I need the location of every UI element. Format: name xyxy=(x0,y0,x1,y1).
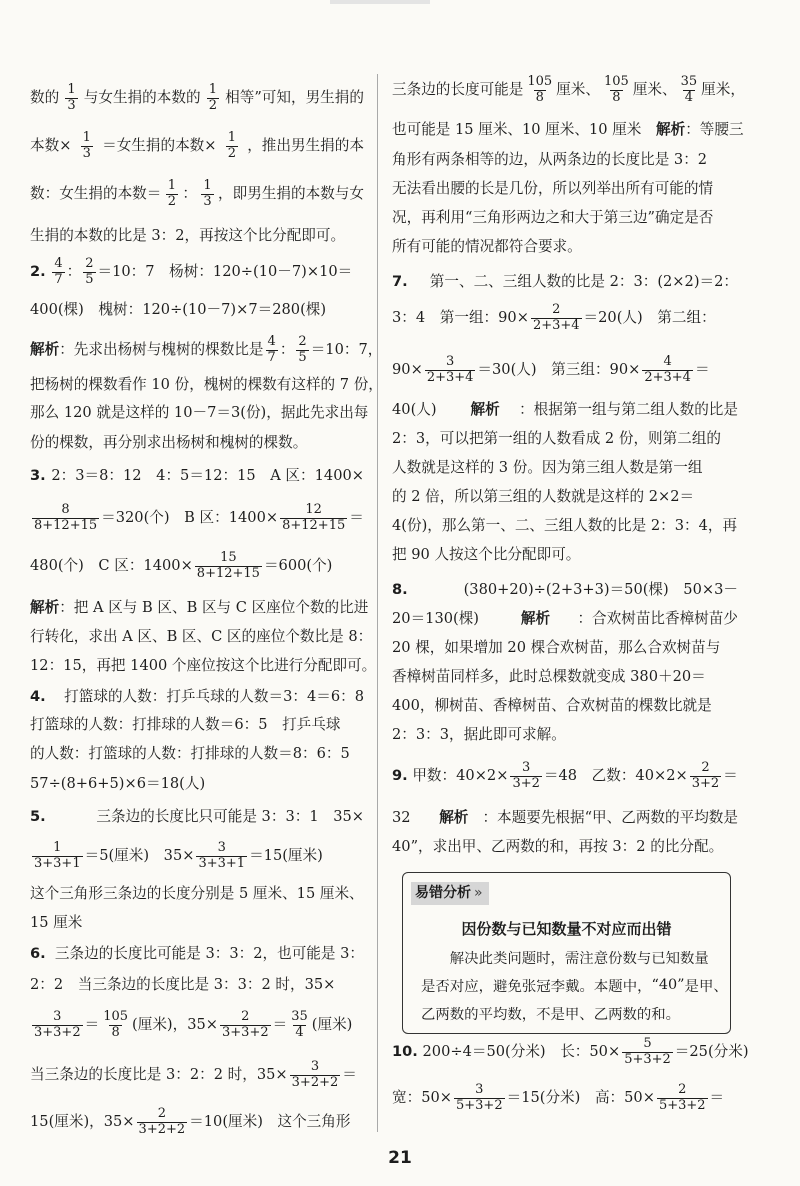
text-segment: ：把 A 区与 B 区、B 区与 C 区座位个数的比进 xyxy=(59,598,369,616)
char: 4 xyxy=(658,977,669,993)
text-segment: 所有可能的情况都符合要求。 xyxy=(392,237,582,255)
error-analysis-text: 乙两数的平均数，不是甲、乙两数的和。 xyxy=(421,1006,681,1023)
text-line xyxy=(392,723,738,747)
fraction-numerator: 105 xyxy=(603,74,629,90)
text-line xyxy=(30,625,373,649)
text-segment: 把杨树的棵数看作 10 份，槐树的棵数有这样的 7 份， xyxy=(30,375,383,393)
text-segment: 行转化，求出 A 区、B 区、C 区的座位个数比是 8： xyxy=(30,627,373,645)
text-segment: 400，柳树苗、香樟树苗、合欢树苗的棵数比就是 xyxy=(392,696,712,714)
fraction-denominator: 3+2+2 xyxy=(138,1121,186,1137)
text-segment: 这个三角形三条边的长度分别是 5 厘米、15 厘米、 xyxy=(30,884,364,902)
fraction-denominator: 7 xyxy=(54,271,63,287)
fraction-numerator: 35 xyxy=(291,1009,308,1025)
text-line xyxy=(30,805,364,829)
text-line xyxy=(30,82,364,113)
fraction-denominator: 3 xyxy=(82,145,91,161)
fraction xyxy=(196,841,247,871)
text-segment: ：先求出杨树与槐树的棵数比是 xyxy=(59,340,264,358)
fraction xyxy=(137,1107,188,1137)
text-segment: 香樟树苗同样多，此时总棵数就变成 380＋20＝ xyxy=(392,667,706,685)
text-line xyxy=(392,177,738,201)
analysis-label: 解析 xyxy=(30,340,60,358)
text-line xyxy=(392,235,738,259)
text-segment: ：根据第一组与第二组人数的比是 xyxy=(519,400,738,418)
fraction-numerator: 1 xyxy=(167,178,177,194)
error-analysis-line xyxy=(421,943,712,971)
fraction xyxy=(81,131,93,161)
fraction-denominator: 2+3+4 xyxy=(426,369,474,385)
error-analysis-tab xyxy=(411,882,489,905)
text-line xyxy=(30,401,369,425)
char: 0 xyxy=(668,977,678,993)
char: 避 xyxy=(493,978,508,995)
text-line xyxy=(30,713,364,737)
text-segment: ＝ xyxy=(342,1065,357,1083)
fraction xyxy=(296,335,308,365)
page-number: 21 xyxy=(388,1148,412,1168)
fraction-denominator: 5 xyxy=(85,271,94,287)
fraction-numerator: 1 xyxy=(227,130,236,146)
fraction-denominator: 2 xyxy=(167,193,177,209)
text-line xyxy=(30,130,364,161)
char: 本 xyxy=(593,978,609,995)
text-segment: 当三条边的长度比是 3：2：2 时，35× xyxy=(30,1065,288,1083)
text-line xyxy=(30,373,383,397)
error-analysis-line xyxy=(421,971,728,999)
fraction-denominator: 3 xyxy=(203,193,212,209)
problem-number: 6. xyxy=(30,944,46,962)
fraction-denominator: 5+3+2 xyxy=(624,1051,671,1067)
char: ， xyxy=(637,978,652,995)
char: 张 xyxy=(521,978,537,995)
fraction-denominator: 8+12+15 xyxy=(34,517,98,533)
text-line xyxy=(392,607,738,631)
text-segment: 40”，求出甲、乙两数的和，再按 3：2 的比分配。 xyxy=(392,837,724,855)
fraction xyxy=(289,1010,310,1040)
text-line xyxy=(30,1009,364,1040)
char: ， xyxy=(478,978,494,995)
error-analysis-line xyxy=(421,999,712,1027)
problem-number: 8. xyxy=(392,580,408,598)
text-segment: ： xyxy=(66,262,82,280)
char: 应 xyxy=(464,978,479,995)
text-segment: ＝10：7， xyxy=(310,340,383,358)
text-segment: ＝320(个) B 区：1400× xyxy=(101,508,279,526)
fraction xyxy=(622,1037,673,1067)
text-segment: ＝48 乙数：40×2× xyxy=(543,766,688,784)
text-segment: 数：女生捐的本数＝ xyxy=(30,184,162,202)
fraction-denominator: 3+3+2 xyxy=(222,1024,269,1040)
fraction xyxy=(280,503,347,533)
text-segment: ＝ xyxy=(694,360,710,378)
fraction-denominator: 3+2 xyxy=(512,775,540,791)
text-segment: 那么 120 就是这样的 10－7＝3(份)，据此先求出每 xyxy=(30,403,369,421)
problem-number: 9. xyxy=(392,766,408,784)
text-line xyxy=(392,514,738,538)
text-segment: ＝15(分米) 高：50× xyxy=(506,1088,655,1106)
fraction xyxy=(52,257,64,287)
text-segment: 2：3：3，据此即可求解。 xyxy=(392,725,566,743)
text-line xyxy=(392,1036,749,1067)
fraction-numerator: 1 xyxy=(53,840,62,856)
analysis-label: 解析 xyxy=(439,808,469,826)
text-line xyxy=(30,654,377,678)
fraction xyxy=(65,83,77,113)
fraction-denominator: 4 xyxy=(684,89,694,105)
text-line xyxy=(392,427,738,451)
fraction-numerator: 8 xyxy=(61,502,70,518)
text-segment: 3：4 第一组：90× xyxy=(392,308,529,326)
analysis-label: 解析 xyxy=(30,598,60,616)
fraction-numerator: 1 xyxy=(82,130,91,146)
text-segment: 15(厘米)，35× xyxy=(30,1112,135,1130)
text-line xyxy=(30,742,364,766)
fraction xyxy=(83,257,95,287)
text-segment: 第一、二、三组人数的比是 2：3：(2×2)＝2： xyxy=(425,272,738,290)
problem-number: 3. xyxy=(30,466,46,484)
text-line xyxy=(30,178,364,209)
text-segment: 生捐的本数的比是 3：2，再按这个比分配即可。 xyxy=(30,226,346,244)
fraction-denominator: 5 xyxy=(298,349,307,365)
double-chevron-icon: » xyxy=(474,885,483,901)
char: 李 xyxy=(550,978,566,995)
text-segment: 40(人) xyxy=(392,400,452,418)
fraction-denominator: 3+3+1 xyxy=(198,855,246,871)
fraction-numerator: 3 xyxy=(217,840,226,856)
text-segment: 2：2 当三条边的长度比是 3：3：2 时，35× xyxy=(30,975,336,993)
text-segment: 200÷4＝50(分米) 长：50× xyxy=(417,1042,621,1060)
text-segment: 90× xyxy=(392,360,423,378)
text-segment: 2：3，可以把第一组的人数看成 2 份，则第二组的 xyxy=(392,429,722,447)
fraction xyxy=(32,1010,83,1040)
text-line xyxy=(392,543,738,567)
fraction-denominator: 8+12+15 xyxy=(282,517,346,533)
text-line xyxy=(392,665,738,689)
error-analysis-box xyxy=(402,872,731,1034)
text-segment: 也可能是 15 厘米、10 厘米、10 厘米 xyxy=(392,120,656,138)
text-line xyxy=(30,502,364,533)
problem-number: 5. xyxy=(30,807,46,825)
char: 冠 xyxy=(536,978,551,995)
fraction-denominator: 3+3+2 xyxy=(34,1024,81,1040)
text-line xyxy=(30,464,364,488)
text-segment: ＝女生捐的本数× xyxy=(102,136,217,154)
text-segment: 本数× xyxy=(30,136,72,154)
text-segment: ＝ xyxy=(349,508,364,526)
text-line xyxy=(30,882,364,906)
text-segment: 打篮球的人数：打排球的人数＝6：5 打乒乓球 xyxy=(30,715,341,733)
fraction xyxy=(226,131,238,161)
text-segment: 厘米、 xyxy=(556,80,600,98)
fraction-denominator: 3+2 xyxy=(691,775,720,791)
fraction-numerator: 3 xyxy=(310,1059,320,1075)
fraction-numerator: 1 xyxy=(208,82,217,98)
text-line xyxy=(30,772,364,796)
text-line xyxy=(30,1059,364,1090)
char: 是 xyxy=(421,978,436,995)
fraction xyxy=(201,179,213,209)
text-segment: 三条边的长度可能是 xyxy=(392,80,524,98)
text-segment: (380+20)÷(2+3+3)＝50(棵) 50×3－ xyxy=(458,580,738,598)
problem-number: 4. xyxy=(30,687,46,705)
problem-number: 2. xyxy=(30,262,46,280)
fraction-denominator: 8+12+15 xyxy=(196,565,260,581)
text-segment: ＝20(人) 第二组： xyxy=(583,308,716,326)
text-segment: 400(棵) 槐树：120÷(10－7)×7＝280(棵) xyxy=(30,300,327,318)
fraction-denominator: 2 xyxy=(227,145,236,161)
fraction xyxy=(642,355,693,385)
fraction-numerator: 2 xyxy=(298,334,307,350)
analysis-label: 解析 xyxy=(656,120,686,138)
fraction-numerator: 15 xyxy=(220,550,237,566)
text-line xyxy=(30,840,364,871)
text-segment xyxy=(46,265,51,280)
text-segment: ＝ xyxy=(84,1015,100,1033)
fraction xyxy=(32,841,83,871)
text-line xyxy=(392,1082,738,1113)
fraction-numerator: 105 xyxy=(103,1009,129,1025)
fraction-denominator: 5+3+2 xyxy=(658,1097,706,1113)
text-segment: ，推出男生捐的本 xyxy=(247,136,364,154)
text-line xyxy=(392,760,738,791)
char: “ xyxy=(651,977,659,993)
fraction-numerator: 2 xyxy=(241,1009,250,1025)
error-analysis-body xyxy=(421,943,728,1027)
char: 对 xyxy=(449,978,465,995)
fraction xyxy=(166,179,178,209)
fraction-numerator: 2 xyxy=(157,1106,166,1122)
fraction-numerator: 35 xyxy=(680,74,698,90)
text-line xyxy=(30,911,364,935)
top-edge-mark xyxy=(330,0,430,4)
text-segment: ，即男生捐的本数与女 xyxy=(218,184,364,202)
fraction-denominator: 7 xyxy=(267,349,276,365)
fraction-numerator: 4 xyxy=(267,334,276,350)
text-line xyxy=(392,456,738,480)
text-segment: 人数就是这样的 3 份。因为第三组人数是第一组 xyxy=(392,458,703,476)
fraction xyxy=(266,335,278,365)
text-segment: 的 2 倍，所以第三组的人数就是这样的 2×2＝ xyxy=(392,487,695,505)
fraction xyxy=(101,1010,130,1040)
text-line xyxy=(392,354,738,385)
text-line xyxy=(392,398,738,422)
text-segment: 480(个) C 区：1400× xyxy=(30,556,193,574)
text-line xyxy=(30,596,369,620)
fraction-numerator: 2 xyxy=(701,760,710,776)
text-line xyxy=(392,148,738,172)
fraction-denominator: 2 xyxy=(208,97,217,113)
text-segment: ： xyxy=(279,340,295,358)
fraction-numerator: 3 xyxy=(53,1009,62,1025)
text-line xyxy=(392,74,745,105)
text-line xyxy=(30,1106,364,1137)
text-segment: ＝30(人) 第三组：90× xyxy=(477,360,641,378)
text-segment: 4(份)，那么第一、二、三组人数的比是 2：3：4，再 xyxy=(392,516,738,534)
text-segment: 2：3＝8：12 4：5＝12：15 A 区：1400× xyxy=(46,466,364,484)
fraction-numerator: 3 xyxy=(522,760,531,776)
fraction-denominator: 8 xyxy=(535,89,544,105)
char: ” xyxy=(677,977,685,993)
fraction-denominator: 2+3+4 xyxy=(532,317,580,333)
column-divider xyxy=(377,74,378,1132)
fraction-numerator: 5 xyxy=(643,1036,652,1052)
text-segment: 份的棵数，再分别求出杨树和槐树的棵数。 xyxy=(30,433,308,451)
analysis-label: 解析 xyxy=(470,400,500,418)
error-analysis-tab-label: 易错分析 xyxy=(415,885,471,901)
fraction-denominator: 8 xyxy=(111,1024,120,1040)
problem-number: 7. xyxy=(392,272,408,290)
text-segment: ＝10(厘米) 这个三角形 xyxy=(189,1112,351,1130)
text-segment: ＝600(个) xyxy=(263,556,333,574)
fraction xyxy=(220,1010,271,1040)
fraction-denominator: 5+3+2 xyxy=(456,1097,503,1113)
error-analysis-title: 因份数与已知数量不对应而出错 xyxy=(461,920,672,938)
text-line xyxy=(392,806,738,830)
text-segment: 15 厘米 xyxy=(30,913,83,931)
char: 是 xyxy=(684,978,699,995)
text-segment: 三条边的长度比只可能是 3：3：1 35× xyxy=(91,807,364,825)
char: 中 xyxy=(622,978,638,995)
text-segment: 与女生捐的本数的 xyxy=(83,88,201,106)
char: 。 xyxy=(579,978,594,995)
fraction xyxy=(531,303,582,333)
text-segment: 32 xyxy=(392,808,426,826)
fraction xyxy=(525,75,554,105)
fraction xyxy=(32,503,99,533)
fraction-numerator: 4 xyxy=(54,256,63,272)
fraction-numerator: 12 xyxy=(305,502,322,518)
text-line xyxy=(392,578,738,602)
fraction-denominator: 3+3+1 xyxy=(34,855,81,871)
char: 、 xyxy=(713,978,728,995)
text-line xyxy=(392,206,738,230)
text-segment: 20＝130(棵) xyxy=(392,609,494,627)
text-segment: 厘米、 xyxy=(632,80,677,98)
text-segment: 数的 xyxy=(30,88,60,106)
fraction-numerator: 3 xyxy=(445,354,455,370)
fraction xyxy=(425,355,476,385)
text-segment: 无法看出腰的长是几份，所以列举出所有可能的情 xyxy=(392,179,714,197)
text-segment: ＝10：7 杨树：120÷(10－7)×10＝ xyxy=(97,262,353,280)
text-line xyxy=(30,550,364,581)
char: 戴 xyxy=(565,978,580,995)
text-line xyxy=(392,485,738,509)
char: 免 xyxy=(507,978,522,995)
fraction-denominator: 8 xyxy=(612,89,621,105)
text-segment: ：合欢树苗比香樟树苗少 xyxy=(577,609,738,627)
fraction xyxy=(195,551,262,581)
fraction xyxy=(510,761,541,791)
text-segment: ＝25(分米) xyxy=(674,1042,749,1060)
fraction-numerator: 4 xyxy=(663,354,672,370)
fraction-numerator: 2 xyxy=(552,302,561,318)
text-segment: 57÷(8+6+5)×6＝18(人) xyxy=(30,774,206,792)
fraction xyxy=(679,75,700,105)
text-segment: 相等”可知，男生捐的 xyxy=(225,88,364,106)
text-line xyxy=(30,431,364,455)
text-line xyxy=(30,224,364,248)
char: 甲 xyxy=(698,978,714,995)
text-segment: 角形有两条相等的边，从两条边的长度比是 3：2 xyxy=(392,150,708,168)
text-line xyxy=(30,685,364,709)
text-segment: 把 90 人按这个比分配即可。 xyxy=(392,545,581,563)
text-line xyxy=(30,942,364,966)
text-line xyxy=(392,694,738,718)
text-segment: 宽：50× xyxy=(392,1088,452,1106)
text-segment: 的人数：打篮球的人数：打排球的人数＝8：6：5 xyxy=(30,744,350,762)
text-line xyxy=(392,270,738,294)
text-segment: (厘米)，35× xyxy=(132,1015,219,1033)
text-segment: ：本题要先根据“甲、乙两数的平均数是 xyxy=(482,808,738,826)
text-segment: ：等腰三 xyxy=(685,120,744,138)
text-segment: 厘米， xyxy=(701,80,745,98)
text-line xyxy=(30,298,364,322)
fraction-denominator: 4 xyxy=(295,1024,304,1040)
text-segment: 三条边的长度比可能是 3：3：2，也可能是 3： xyxy=(50,944,364,962)
fraction-denominator: 3 xyxy=(67,97,76,113)
text-line xyxy=(30,973,364,997)
fraction xyxy=(454,1083,505,1113)
fraction-numerator: 3 xyxy=(475,1082,484,1098)
fraction-numerator: 2 xyxy=(678,1082,687,1098)
text-segment: 况，再利用“三角形两边之和大于第三边”确定是否 xyxy=(392,208,714,226)
char: 否 xyxy=(435,978,450,995)
fraction-numerator: 1 xyxy=(203,178,212,194)
fraction-numerator: 1 xyxy=(67,82,76,98)
text-line xyxy=(30,256,364,287)
text-segment: ＝5(厘米) 35× xyxy=(84,846,195,864)
text-segment: 甲数：40×2× xyxy=(407,766,509,784)
fraction-numerator: 2 xyxy=(85,256,94,272)
text-line xyxy=(392,835,738,859)
fraction xyxy=(207,83,219,113)
text-segment: ＝ xyxy=(272,1015,288,1033)
text-segment: 打篮球的人数：打乒乓球的人数＝3：4＝6：8 xyxy=(59,687,364,705)
text-segment: 20 棵，如果增加 20 棵合欢树苗，那么合欢树苗与 xyxy=(392,638,721,656)
fraction xyxy=(602,75,631,105)
fraction xyxy=(690,761,721,791)
text-segment: ＝15(厘米) xyxy=(249,846,323,864)
fraction xyxy=(657,1083,708,1113)
error-analysis-text: 解决此类问题时，需注意份数与已知数量 xyxy=(421,950,709,967)
text-segment: ： xyxy=(182,184,197,202)
text-segment: ＝ xyxy=(709,1088,725,1106)
analysis-label: 解析 xyxy=(520,609,551,627)
text-line xyxy=(392,302,738,333)
fraction-denominator: 2+3+4 xyxy=(644,369,691,385)
text-line xyxy=(392,118,744,142)
text-segment: ＝ xyxy=(723,766,738,784)
text-segment: (厘米) xyxy=(311,1015,353,1033)
text-line xyxy=(392,636,738,660)
fraction-numerator: 105 xyxy=(527,74,553,90)
text-line xyxy=(30,334,383,365)
fraction-denominator: 3+2+2 xyxy=(291,1074,339,1090)
fraction xyxy=(290,1060,341,1090)
text-segment: 12：15，再把 1400 个座位按这个比进行分配即可。 xyxy=(30,656,377,674)
problem-number: 10. xyxy=(392,1042,418,1060)
char: 题 xyxy=(608,978,623,995)
